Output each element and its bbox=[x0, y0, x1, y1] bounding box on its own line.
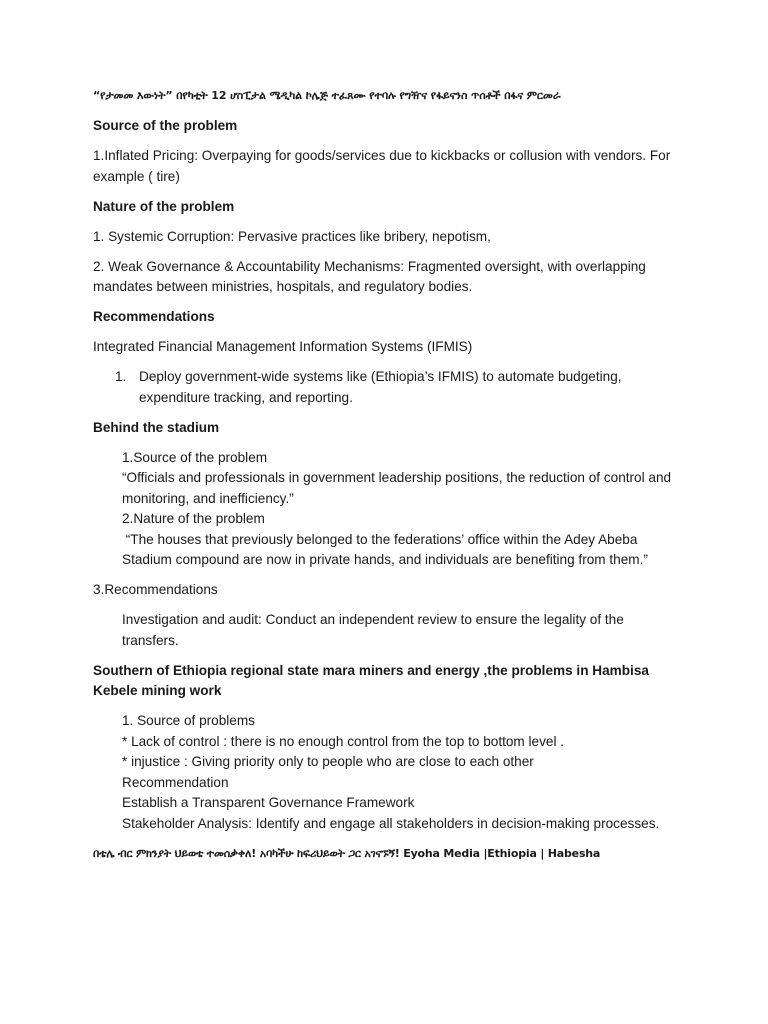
stadium-recommendations-label: 3.Recommendations bbox=[93, 582, 218, 597]
footer-line: በቴሌ ብር ምክንያት ህይወቴ ተመሰቃቀለ! አባካችሁ ከፍሪህይወት ጋር አገናኙኝ! Eyoha Media |Ethiopia | Habesha bbox=[93, 846, 601, 860]
mining-recommendation-label: Recommendation bbox=[122, 774, 229, 790]
mining-governance-framework: Establish a Transparent Governance Framework bbox=[122, 795, 415, 810]
list-number: 1. bbox=[115, 369, 127, 384]
mining-heading: Southern of Ethiopia regional state mara miners and energy ,the problems in Hambisa Kebele mining work bbox=[93, 662, 649, 698]
stadium-recommendations-text: Investigation and audit: Conduct an independent review to ensure the legality of the transfers. bbox=[122, 612, 624, 648]
mining-lack-of-control: * Lack of control : there is no enough control from the top to bottom level . bbox=[122, 733, 565, 749]
recommendations-intro: Integrated Financial Management Information Systems (IFMIS) bbox=[93, 339, 473, 354]
stadium-nature-quote: “The houses that previously belonged to the federations’ office within the Adey Abeba Stadium compound are now in private hands, and individuals are benefiting from them.” bbox=[122, 531, 648, 567]
recommendations-heading: Recommendations bbox=[93, 309, 215, 324]
nature-heading: Nature of the problem bbox=[93, 198, 235, 214]
source-body: 1.Inflated Pricing: Overpaying for goods/services due to kickbacks or collusion with vendors. For example ( tire) bbox=[93, 148, 671, 184]
list-item-text: Deploy government-wide systems like (Ethiopia’s IFMIS) to automate budgeting, expenditure tracking, and reporting. bbox=[139, 369, 622, 405]
document-page bbox=[93, 86, 678, 864]
mining-stakeholder-analysis: Stakeholder Analysis: Identify and engage all stakeholders in decision-making processes. bbox=[122, 815, 660, 831]
stadium-nature-label: 2.Nature of the problem bbox=[122, 511, 265, 526]
stadium-source-quote: “Officials and professionals in government leadership positions, the reduction of control and monitoring, and inefficiency.” bbox=[122, 470, 672, 506]
source-heading: Source of the problem bbox=[93, 118, 238, 133]
document-title: “የታመመ እውነት” በየካቲት 12 ሆስፒታል ሜዲካል ኮሌጅ ተፈጸሙ የተባሉ የግዥና የፋይናንስ ጥሰቶች በፋና ምርመራ bbox=[93, 89, 561, 102]
stadium-source-label: 1.Source of the problem bbox=[122, 449, 268, 465]
mining-source-label: 1. Source of problems bbox=[122, 713, 255, 728]
nature-item-2: 2. Weak Governance & Accountability Mechanisms: Fragmented oversight, with overlapping mandates between ministries, hospitals, and regulatory bodies. bbox=[93, 258, 646, 294]
mining-block bbox=[122, 711, 678, 834]
stadium-heading: Behind the stadium bbox=[93, 419, 220, 435]
stadium-block bbox=[122, 448, 678, 571]
recommendation-list-item bbox=[115, 367, 678, 408]
mining-injustice: * injustice : Giving priority only to people who are close to each other bbox=[122, 754, 534, 769]
nature-item-1: 1. Systemic Corruption: Pervasive practices like bribery, nepotism, bbox=[93, 228, 491, 244]
